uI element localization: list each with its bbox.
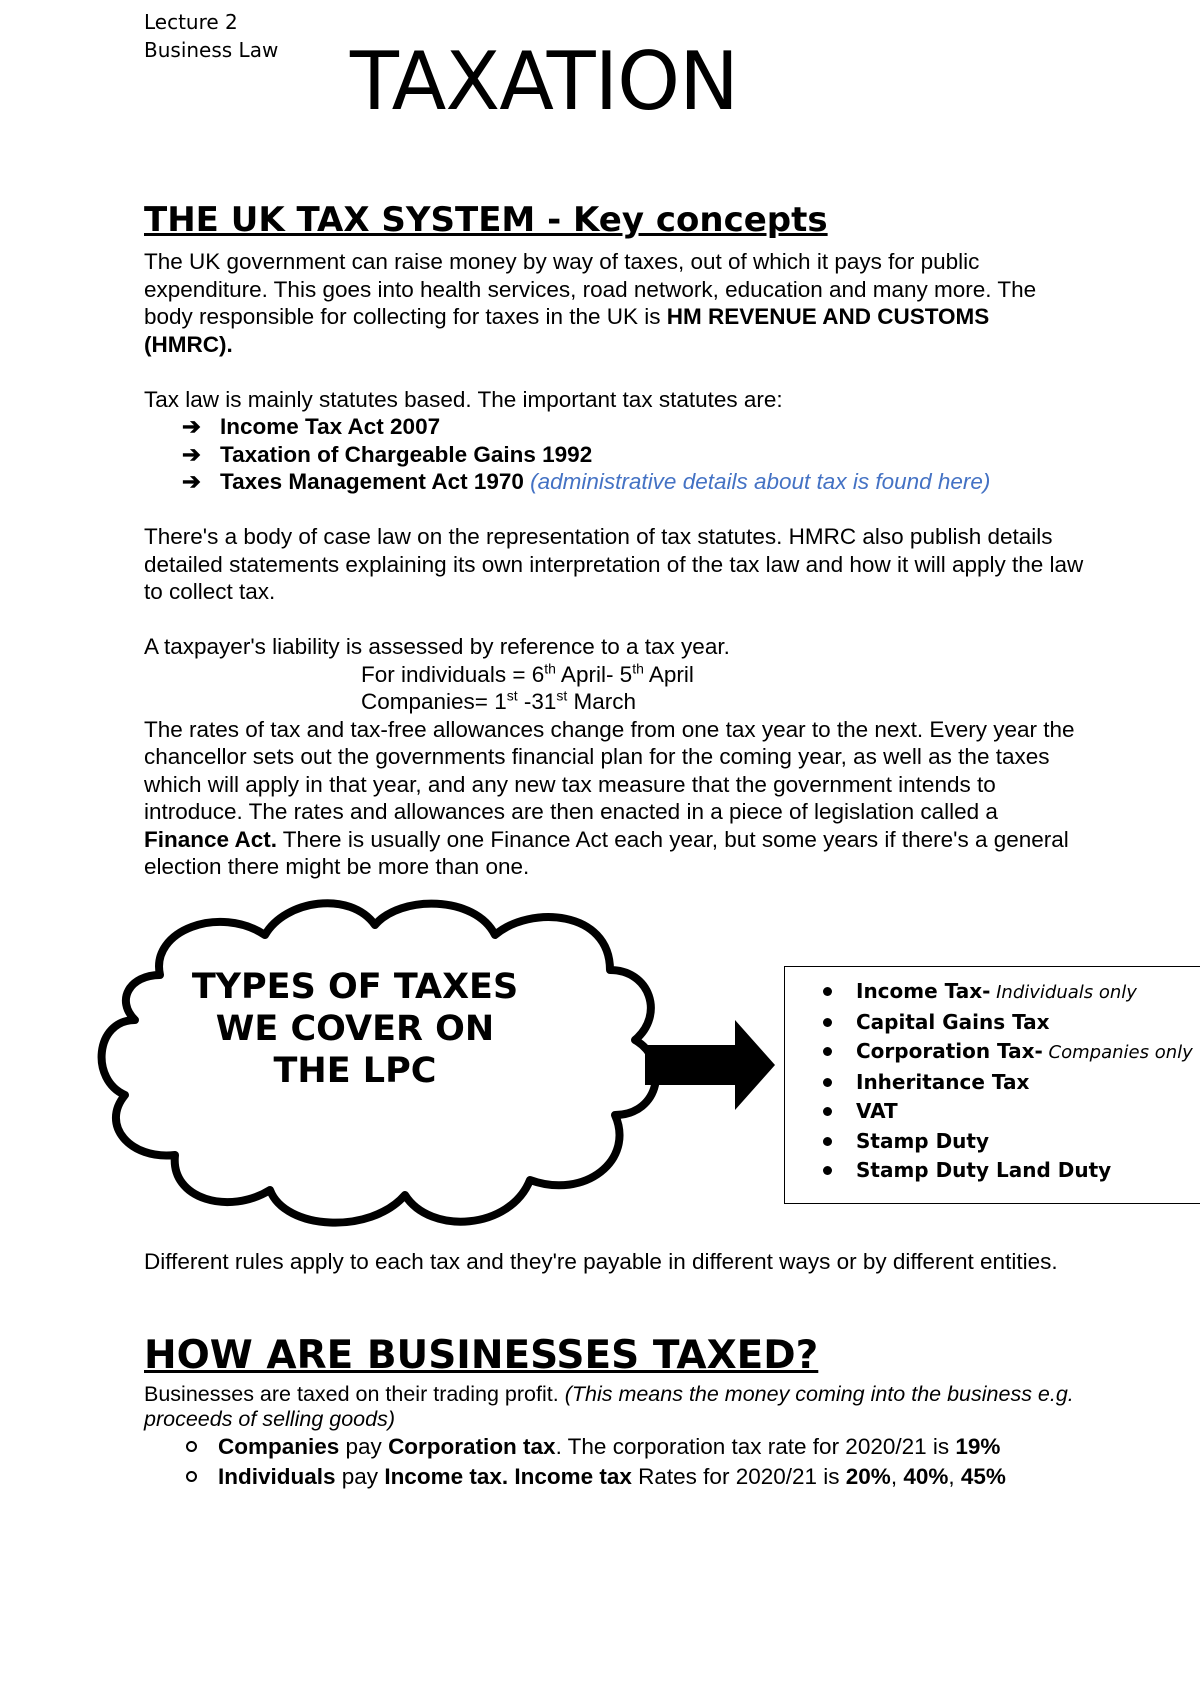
list-item: Income Tax- Individuals only — [785, 977, 1200, 1008]
statutes-list — [144, 413, 1084, 496]
arrow-right-icon — [645, 1020, 775, 1110]
individuals-tax-year: For individuals = 6th April- 5th April — [361, 660, 694, 687]
list-item: Individuals pay Income tax. Income tax Rates for 2020/21 is 20%, 40%, 45% — [144, 1462, 1044, 1492]
section1-body — [144, 248, 1084, 881]
arrow-right-icon: ➔ — [182, 414, 201, 439]
list-item: ➔ Taxes Management Act 1970 (administrative details about tax is found here) — [182, 469, 991, 494]
list-item: ➔ Income Tax Act 2007 — [182, 414, 441, 439]
list-item: ➔ Taxation of Chargeable Gains 1992 — [182, 441, 593, 467]
business-tax-list — [144, 1432, 1044, 1491]
tax-year-intro: A taxpayer's liability is assessed by reference to a tax year. — [144, 634, 730, 659]
list-item: Corporation Tax- Companies only — [785, 1037, 1200, 1068]
different-rules-paragraph: Different rules apply to each tax and they're payable in different ways or by different entities. — [144, 1249, 1058, 1274]
case-law-paragraph: There's a body of case law on the representation of tax statutes. HMRC also publish details detailed statements explaining its own interpretation of the tax law and how it will apply the law to collect tax. — [144, 524, 1084, 604]
statute-note: (administrative details about tax is found here) — [530, 469, 991, 494]
lecture-label: Lecture 2 — [144, 10, 238, 34]
list-item: Stamp Duty Land Duty — [785, 1156, 1200, 1186]
section2-body — [144, 1432, 1044, 1491]
list-item: Capital Gains Tax — [785, 1008, 1200, 1038]
tax-types-list — [785, 967, 1200, 1186]
document-title: TAXATION — [350, 35, 738, 128]
arrow-right-icon: ➔ — [182, 469, 201, 494]
list-item: Stamp Duty — [785, 1127, 1200, 1157]
list-item: VAT — [785, 1097, 1200, 1127]
uk-tax-system-heading: THE UK TAX SYSTEM - Key concepts — [144, 200, 828, 240]
businesses-taxed-heading: HOW ARE BUSINESSES TAXED? — [144, 1333, 819, 1378]
section2-intro: Businesses are taxed on their trading profit. (This means the money coming into the business e.g. proceeds of selling goods) — [144, 1382, 1074, 1431]
finance-act-paragraph: The rates of tax and tax-free allowances change from one tax year to the next. Every year the chancellor sets out the governments financial plan for the coming year, as well as the taxes which will apply in that year, and any new tax measure that the government intends to introduce. The rates and allowances are then enacted in a piece of legislation called a Finance Act. There is usually one Finance Act each year, but some years if there's a general election there might be more than one. — [144, 716, 1075, 879]
intro-paragraph: The UK government can raise money by way of taxes, out of which it pays for public expenditure. This goes into health services, road network, education and many more. The body responsible for collecting for taxes in the UK is HM REVENUE AND CUSTOMS (HMRC). — [144, 249, 1037, 357]
list-item: Companies pay Corporation tax. The corporation tax rate for 2020/21 is 19% — [144, 1432, 1044, 1462]
list-item: Inheritance Tax — [785, 1068, 1200, 1098]
cloud-label: TYPES OF TAXES WE COVER ON THE LPC — [191, 967, 519, 1091]
statutes-intro: Tax law is mainly statutes based. The important tax statutes are: — [144, 386, 783, 412]
section2-note: (This means the money coming into the business e.g. proceeds of selling goods) — [144, 1382, 1074, 1431]
companies-tax-year: Companies= 1st -31st March — [361, 687, 637, 714]
hmrc-name: HM REVENUE AND CUSTOMS (HMRC). — [144, 304, 990, 357]
course-label: Business Law — [144, 38, 279, 62]
tax-types-box — [784, 966, 1200, 1204]
arrow-right-icon: ➔ — [182, 441, 201, 467]
